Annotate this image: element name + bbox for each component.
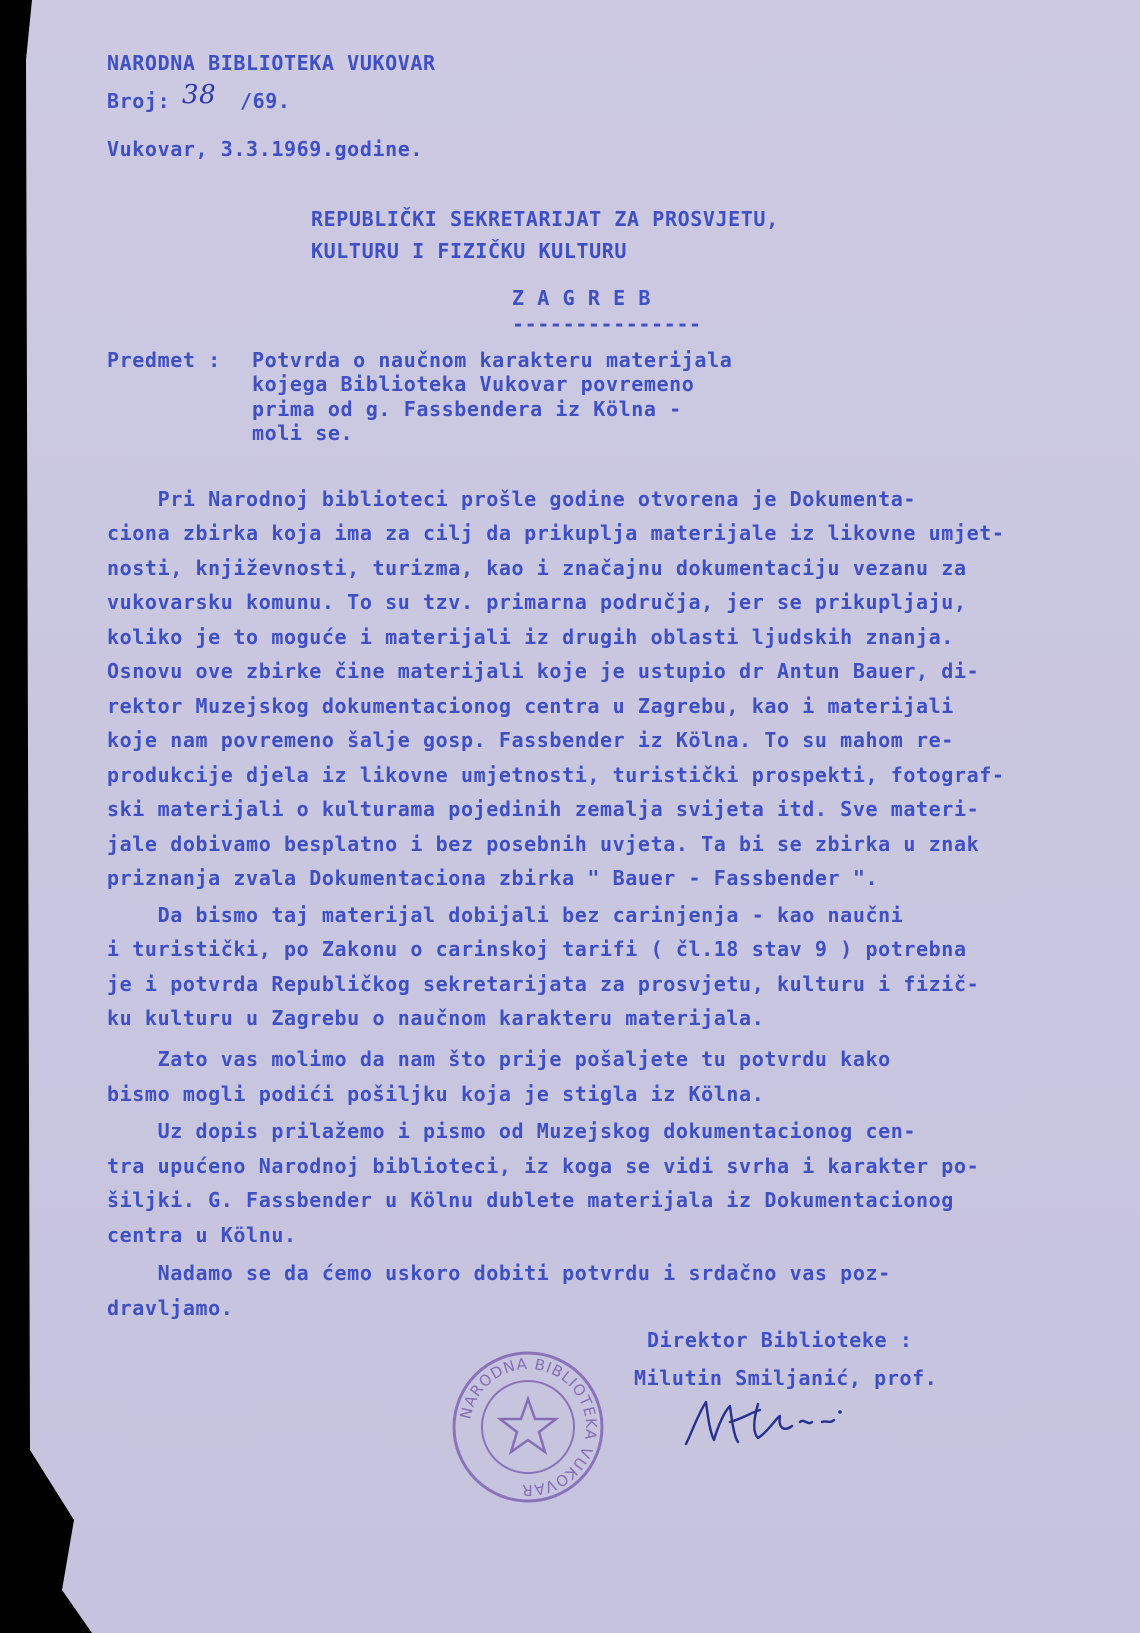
body-line: Nadamo se da ćemo uskoro dobiti potvrdu i srdačno vas poz- xyxy=(107,1261,891,1285)
signatory-name: Milutin Smiljanić, prof. xyxy=(634,1366,938,1390)
number-suffix: /69. xyxy=(240,89,291,113)
body-line: je i potvrda Republičkog sekretarijata za prosvjetu, kulturu i fizič- xyxy=(107,972,980,996)
body-line: Uz dopis prilažemo i pismo od Muzejskog dokumentacionog cen- xyxy=(107,1119,917,1143)
city-underline: --------------- xyxy=(512,312,702,336)
institution-header: NARODNA BIBLIOTEKA VUKOVAR xyxy=(107,51,436,75)
subject-line: moli se. xyxy=(252,421,354,445)
body-line: produkcije djela iz likovne umjetnosti, turistički prospekti, fotograf- xyxy=(107,763,1005,787)
body-line: rektor Muzejskog dokumentacionog centra u Zagrebu, kao i materijali xyxy=(107,694,954,718)
star-icon xyxy=(500,1399,556,1452)
recipient-line-1: REPUBLIČKI SEKRETARIJAT ZA PROSVJETU, xyxy=(311,207,779,231)
body-line: šiljki. G. Fassbender u Kölnu dublete materijala iz Dokumentacionog xyxy=(107,1188,954,1212)
body-line: tra upućeno Narodnoj biblioteci, iz koga se vidi svrha i karakter po- xyxy=(107,1154,980,1178)
body-line: Pri Narodnoj biblioteci prošle godine otvorena je Dokumenta- xyxy=(107,487,917,511)
body-line: ciona zbirka koja ima za cilj da prikuplja materijale iz likovne umjet- xyxy=(107,521,1005,545)
subject-line: Potvrda o naučnom karakteru materijala xyxy=(252,348,733,372)
body-line: koje nam povremeno šalje gosp. Fassbender iz Kölna. To su mahom re- xyxy=(107,728,954,752)
body-line: jale dobivamo besplatno i bez posebnih uvjeta. Ta bi se zbirka u znak xyxy=(107,832,980,856)
subject-line: kojega Biblioteka Vukovar povremeno xyxy=(252,372,695,396)
handwritten-signature xyxy=(680,1392,850,1462)
body-line: i turistički, po Zakonu o carinskoj tarifi ( čl.18 stav 9 ) potrebna xyxy=(107,937,967,961)
body-line: dravljamo. xyxy=(107,1296,234,1320)
body-line: Osnovu ove zbirke čine materijali koje je ustupio dr Antun Bauer, di- xyxy=(107,659,980,683)
signature-title: Direktor Biblioteke : xyxy=(647,1328,913,1352)
number-handwritten: 38 xyxy=(182,80,217,110)
subject-line: prima od g. Fassbendera iz Kölna - xyxy=(252,397,682,421)
body-line: nosti, književnosti, turizma, kao i značajnu dokumentaciju vezanu za xyxy=(107,556,967,580)
body-line: koliko je to moguće i materijali iz drugih oblasti ljudskih znanja. xyxy=(107,625,954,649)
body-line: centra u Kölnu. xyxy=(107,1223,297,1247)
number-label: Broj: xyxy=(107,89,171,113)
recipient-city: Z A G R E B xyxy=(512,286,652,310)
body-line: Da bismo taj materijal dobijali bez carinjenja - kao naučni xyxy=(107,903,904,927)
stamp-text: NARODNA BIBLIOTEKA VUKOVAR xyxy=(456,1354,601,1500)
body-line: Zato vas molimo da nam što prije pošaljete tu potvrdu kako xyxy=(107,1047,891,1071)
svg-text:NARODNA BIBLIOTEKA VUKOVAR xyxy=(457,1355,601,1499)
body-line: priznanja zvala Dokumentaciona zbirka " Bauer - Fassbender ". xyxy=(107,866,879,890)
subject-label: Predmet : xyxy=(107,348,221,372)
recipient-line-2: KULTURU I FIZIČKU KULTURU xyxy=(311,239,628,263)
body-line: vukovarsku komunu. To su tzv. primarna područja, jer se prikupljaju, xyxy=(107,590,967,614)
library-stamp xyxy=(448,1347,608,1507)
body-line: bismo mogli podići pošiljku koja je stigla iz Kölna. xyxy=(107,1082,765,1106)
body-line: ku kulturu u Zagrebu o naučnom karakteru materijala. xyxy=(107,1006,765,1030)
date-line: Vukovar, 3.3.1969.godine. xyxy=(107,137,424,161)
body-line: ski materijali o kulturama pojedinih zemalja svijeta itd. Sve materi- xyxy=(107,797,980,821)
